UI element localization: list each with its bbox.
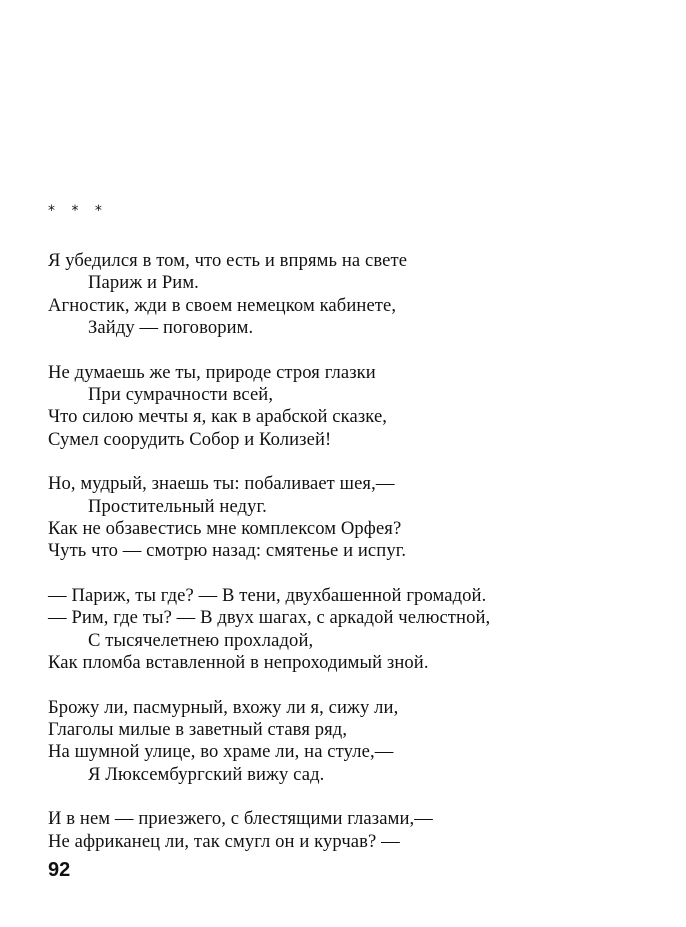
stanza — [48, 250, 648, 340]
poem-line: И в нем — приезжего, с блестящими глазами,— — [48, 808, 433, 830]
poem-line: Что силою мечты я, как в арабской сказке, — [48, 406, 388, 428]
stanza — [48, 697, 648, 787]
poem-line: Я Люксембургский вижу сад. — [88, 763, 325, 785]
poem-line: — Париж, ты где? — В тени, двухбашенной громадой. — [48, 584, 487, 606]
poem-line: На шумной улице, во храме ли, на стуле,— — [48, 741, 394, 763]
stanza — [48, 808, 648, 853]
stanza — [48, 473, 648, 563]
poem-line: — Рим, где ты? — В двух шагах, с аркадой челюстной, — [48, 607, 491, 629]
poem-line: Сумел соорудить Собор и Колизей! — [48, 428, 332, 450]
poem-line: Агностик, жди в своем немецком кабинете, — [48, 294, 397, 316]
page-number: 92 — [48, 859, 71, 881]
poem-line: Но, мудрый, знаешь ты: побаливает шея,— — [48, 473, 395, 495]
poem-line: Чуть что — смотрю назад: смятенье и испуг. — [48, 540, 407, 562]
poem-line: Не африканец ли, так смугл он и курчав? — — [48, 830, 400, 852]
poem-line: Простительный недуг. — [88, 495, 267, 517]
poem-line: При сумрачности всей, — [88, 384, 274, 406]
poem-line: С тысячелетнею прохладой, — [88, 629, 314, 651]
poem-line: Я убедился в том, что есть и впрямь на свете — [48, 250, 408, 271]
poem-line: Как пломба вставленной в непроходимый зной. — [48, 652, 429, 674]
poem-line: Глаголы милые в заветный ставя ряд, — [48, 718, 348, 740]
poem-line: Брожу ли, пасмурный, вхожу ли я, сижу ли, — [48, 696, 399, 718]
stanza — [48, 362, 648, 452]
poem-body — [48, 250, 648, 853]
poem-line: Как не обзавестись мне комплексом Орфея? — [48, 518, 402, 540]
poem-line: Не думаешь же ты, природе строя глазки — [48, 361, 376, 383]
stanza-separator: * * * — [48, 203, 108, 219]
poem-line: Зайду — поговорим. — [88, 317, 254, 339]
poem-line: Париж и Рим. — [88, 272, 199, 294]
stanza — [48, 585, 648, 675]
poem-page — [48, 200, 648, 875]
